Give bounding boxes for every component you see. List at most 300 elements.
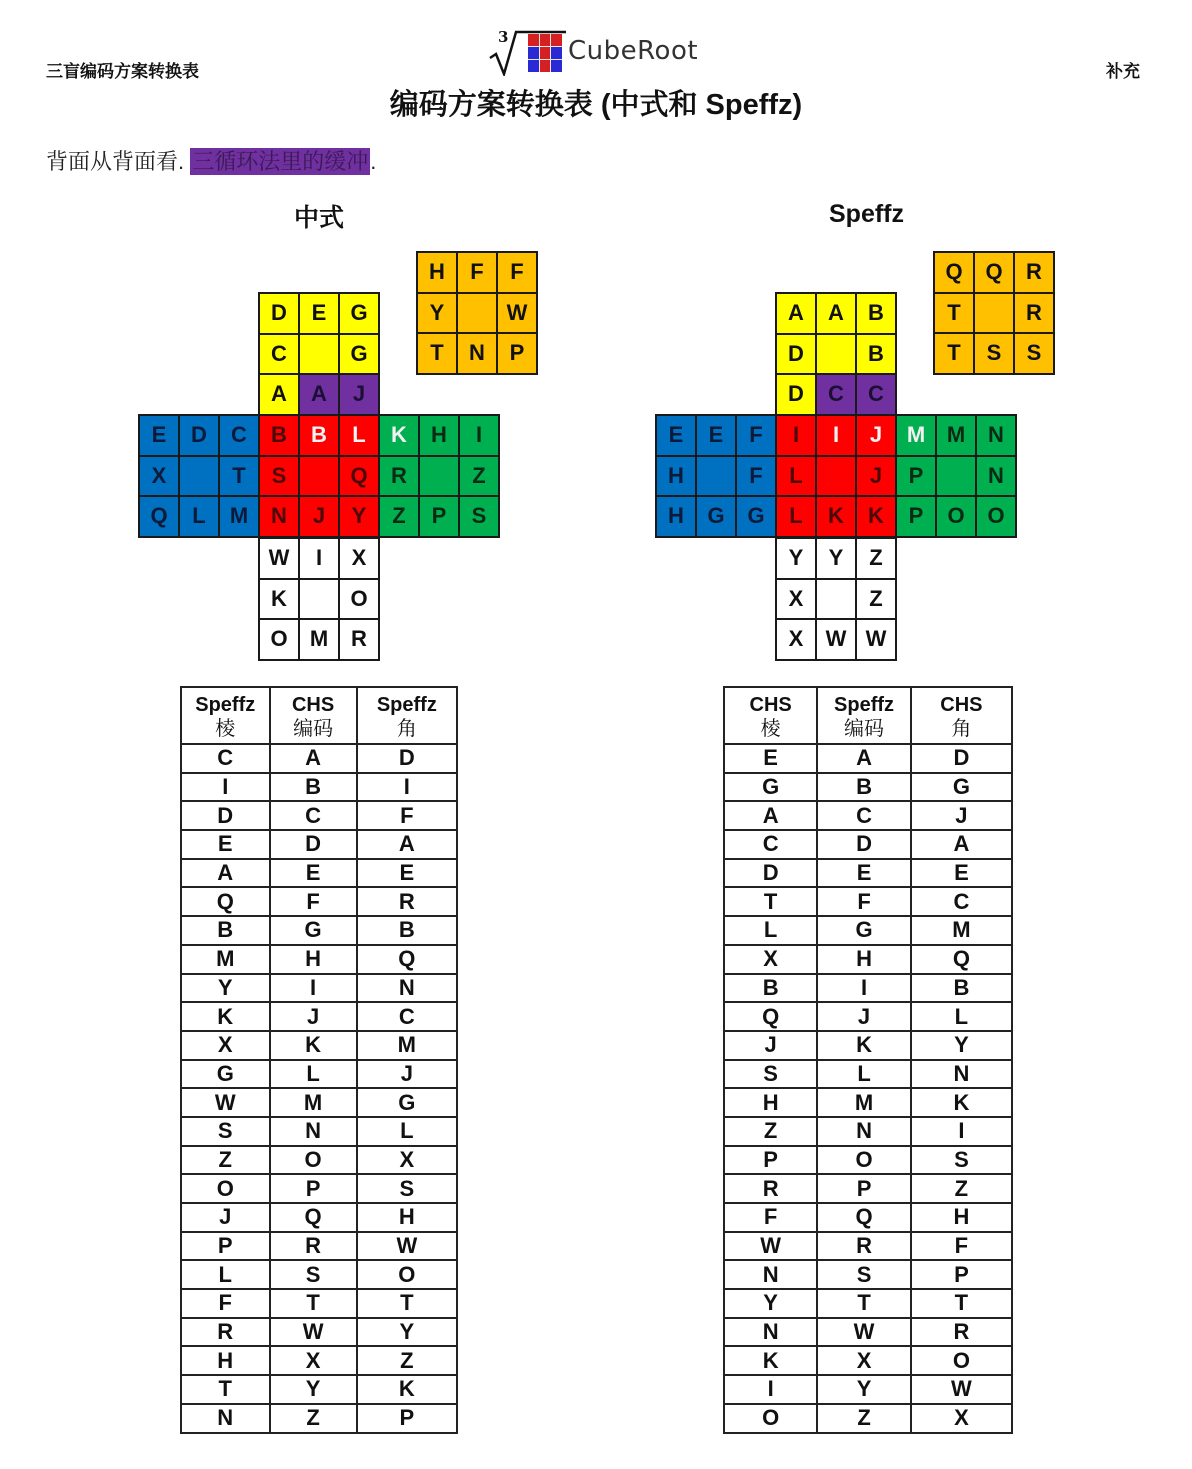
table-cell: S: [181, 1117, 270, 1146]
table-cell: B: [817, 773, 911, 802]
table-cell: N: [817, 1117, 911, 1146]
table-cell: O: [817, 1146, 911, 1175]
sticker-back-4: [457, 293, 497, 334]
table-row: [181, 1318, 457, 1347]
note-suffix: .: [370, 149, 377, 174]
table-cell: W: [270, 1318, 357, 1347]
table-row: [181, 1404, 457, 1433]
table-cell: W: [817, 1318, 911, 1347]
table-cell: K: [911, 1088, 1012, 1117]
sticker-back-6: T: [417, 333, 457, 374]
table-row: [181, 744, 457, 773]
table-row: [181, 1002, 457, 1031]
sticker-right-6: P: [896, 496, 936, 537]
face-down: [258, 537, 380, 661]
sticker-right-1: H: [419, 415, 459, 456]
table-row: [724, 1088, 1012, 1117]
table-cell: K: [270, 1031, 357, 1060]
sticker-up-3: C: [259, 334, 299, 375]
table-cell: A: [357, 830, 457, 859]
table-cell: G: [817, 916, 911, 945]
table-row: [724, 1002, 1012, 1031]
table-cell: S: [724, 1060, 817, 1089]
sticker-front-0: B: [259, 415, 299, 456]
table-row: [181, 1174, 457, 1203]
header-piece-type: 角: [951, 717, 972, 740]
sticker-up-1: E: [299, 293, 339, 334]
sticker-left-7: L: [179, 496, 219, 537]
table-cell: N: [724, 1318, 817, 1347]
sticker-up-4: [299, 334, 339, 375]
table-cell: P: [270, 1174, 357, 1203]
sticker-down-4: [816, 579, 856, 620]
table-cell: K: [817, 1031, 911, 1060]
sticker-left-1: E: [696, 415, 736, 456]
sticker-left-8: M: [219, 496, 259, 537]
table-cell: T: [357, 1289, 457, 1318]
table-cell: Z: [817, 1404, 911, 1433]
brand-name: CubeRoot: [568, 36, 699, 66]
table-cell: G: [911, 773, 1012, 802]
table-cell: R: [724, 1174, 817, 1203]
table-cell: H: [270, 945, 357, 974]
table-cell: M: [911, 916, 1012, 945]
face-up: [775, 292, 897, 416]
column-header: [724, 687, 817, 744]
sticker-front-5: J: [856, 456, 896, 497]
sticker-right-2: I: [459, 415, 499, 456]
cuberoot-logo: [488, 28, 708, 76]
table-cell: B: [357, 916, 457, 945]
face-right: [378, 414, 500, 538]
table-row: [181, 1260, 457, 1289]
table-cell: D: [911, 744, 1012, 773]
table-cell: I: [724, 1375, 817, 1404]
table-cell: K: [357, 1375, 457, 1404]
table-cell: C: [817, 801, 911, 830]
table-cell: Q: [911, 945, 1012, 974]
table-row: [724, 1031, 1012, 1060]
table-row: [181, 1232, 457, 1261]
table-row: [181, 1289, 457, 1318]
table-cell: X: [817, 1346, 911, 1375]
face-right: [895, 414, 1017, 538]
sticker-up-6: D: [776, 374, 816, 415]
sticker-down-8: W: [856, 619, 896, 660]
table-row: [181, 887, 457, 916]
table-row: [724, 773, 1012, 802]
sticker-back-3: T: [934, 293, 974, 334]
rubiks-cube-icon: [528, 34, 562, 72]
column-header: [270, 687, 357, 744]
table-row: [724, 1232, 1012, 1261]
sticker-front-5: Q: [339, 456, 379, 497]
conversion-table-speffz-to-chinese: [723, 686, 1013, 1434]
table-cell: G: [181, 1060, 270, 1089]
sticker-down-0: W: [259, 538, 299, 579]
chinese-scheme-title: 中式: [294, 204, 345, 232]
table-row: [724, 945, 1012, 974]
sticker-down-7: M: [299, 619, 339, 660]
sticker-left-6: H: [656, 496, 696, 537]
table-cell: P: [724, 1146, 817, 1175]
sticker-left-2: C: [219, 415, 259, 456]
table-cell: E: [270, 859, 357, 888]
sticker-front-4: [299, 456, 339, 497]
table-cell: O: [724, 1404, 817, 1433]
sticker-left-4: [179, 456, 219, 497]
header-scheme: CHS: [291, 693, 335, 716]
table-cell: F: [270, 887, 357, 916]
sticker-back-4: [974, 293, 1014, 334]
table-cell: D: [817, 830, 911, 859]
sticker-right-8: S: [459, 496, 499, 537]
table-cell: L: [181, 1260, 270, 1289]
sticker-front-1: I: [816, 415, 856, 456]
table-cell: A: [270, 744, 357, 773]
table-cell: S: [270, 1260, 357, 1289]
sticker-back-7: N: [457, 333, 497, 374]
table-row: [724, 1203, 1012, 1232]
sticker-down-1: Y: [816, 538, 856, 579]
table-cell: T: [817, 1289, 911, 1318]
table-cell: D: [270, 830, 357, 859]
table-cell: E: [911, 859, 1012, 888]
table-row: [724, 887, 1012, 916]
buffer-highlight: 三循环法里的缓冲: [192, 149, 369, 174]
table-cell: Y: [817, 1375, 911, 1404]
sticker-down-5: Z: [856, 579, 896, 620]
table-cell: I: [817, 974, 911, 1003]
sticker-back-1: Q: [974, 252, 1014, 293]
table-cell: Q: [270, 1203, 357, 1232]
table-cell: L: [270, 1060, 357, 1089]
table-cell: R: [357, 887, 457, 916]
sticker-left-5: T: [219, 456, 259, 497]
table-cell: R: [817, 1232, 911, 1261]
table-cell: S: [357, 1174, 457, 1203]
table-cell: Z: [357, 1346, 457, 1375]
table-cell: O: [911, 1346, 1012, 1375]
sticker-up-0: A: [776, 293, 816, 334]
table-cell: O: [357, 1260, 457, 1289]
table-cell: J: [817, 1002, 911, 1031]
sticker-left-0: E: [656, 415, 696, 456]
sticker-back-2: F: [497, 252, 537, 293]
sticker-front-8: Y: [339, 496, 379, 537]
sticker-up-4: [816, 334, 856, 375]
table-cell: T: [911, 1289, 1012, 1318]
column-header: [817, 687, 911, 744]
table-cell: H: [357, 1203, 457, 1232]
sticker-front-6: N: [259, 496, 299, 537]
sticker-back-5: W: [497, 293, 537, 334]
table-cell: I: [911, 1117, 1012, 1146]
sticker-up-8: J: [339, 374, 379, 415]
table-cell: F: [724, 1203, 817, 1232]
table-row: [181, 830, 457, 859]
table-cell: Y: [724, 1289, 817, 1318]
sticker-down-2: Z: [856, 538, 896, 579]
table-cell: X: [357, 1146, 457, 1175]
sticker-back-1: F: [457, 252, 497, 293]
sticker-back-0: Q: [934, 252, 974, 293]
table-cell: P: [181, 1232, 270, 1261]
table-cell: A: [911, 830, 1012, 859]
page-title: 编码方案转换表 (中式和 Speffz): [389, 89, 803, 121]
supplement-label: 补充: [1106, 62, 1140, 81]
table-row: [181, 859, 457, 888]
sticker-left-7: G: [696, 496, 736, 537]
sticker-up-5: B: [856, 334, 896, 375]
table-cell: H: [724, 1088, 817, 1117]
table-cell: H: [181, 1346, 270, 1375]
header-scheme: Speffz: [376, 693, 437, 716]
sticker-up-0: D: [259, 293, 299, 334]
table-cell: C: [357, 1002, 457, 1031]
sticker-right-5: N: [976, 456, 1016, 497]
sticker-up-2: B: [856, 293, 896, 334]
table-cell: F: [181, 1289, 270, 1318]
table-cell: X: [270, 1346, 357, 1375]
table-cell: T: [270, 1289, 357, 1318]
table-cell: B: [181, 916, 270, 945]
table-cell: J: [181, 1203, 270, 1232]
table-row: [724, 1060, 1012, 1089]
table-cell: E: [357, 859, 457, 888]
table-cell: C: [181, 744, 270, 773]
sticker-front-8: K: [856, 496, 896, 537]
sticker-up-2: G: [339, 293, 379, 334]
table-cell: F: [817, 887, 911, 916]
table-row: [724, 916, 1012, 945]
sticker-down-4: [299, 579, 339, 620]
table-cell: Y: [911, 1031, 1012, 1060]
header-scheme: Speffz: [834, 693, 895, 716]
table-cell: M: [817, 1088, 911, 1117]
table-row: [724, 830, 1012, 859]
table-cell: A: [181, 859, 270, 888]
sticker-down-7: W: [816, 619, 856, 660]
sticker-up-7: A: [299, 374, 339, 415]
table-cell: I: [181, 773, 270, 802]
sticker-down-3: K: [259, 579, 299, 620]
table-row: [181, 1146, 457, 1175]
table-cell: B: [270, 773, 357, 802]
table-cell: L: [724, 916, 817, 945]
table-cell: N: [724, 1260, 817, 1289]
table-cell: L: [911, 1002, 1012, 1031]
sticker-down-5: O: [339, 579, 379, 620]
note-text: 背面从背面看.: [46, 149, 185, 174]
sticker-front-7: K: [816, 496, 856, 537]
sticker-right-5: Z: [459, 456, 499, 497]
table-cell: E: [181, 830, 270, 859]
table-cell: F: [357, 801, 457, 830]
sticker-front-1: B: [299, 415, 339, 456]
table-cell: Z: [270, 1404, 357, 1433]
table-cell: B: [911, 974, 1012, 1003]
sticker-down-1: I: [299, 538, 339, 579]
face-up: [258, 292, 380, 416]
sticker-back-2: R: [1014, 252, 1054, 293]
table-row: [724, 1318, 1012, 1347]
face-back: [416, 251, 538, 375]
table-cell: H: [817, 945, 911, 974]
sticker-down-0: Y: [776, 538, 816, 579]
table-cell: X: [911, 1404, 1012, 1433]
table-row: [724, 744, 1012, 773]
table-cell: D: [724, 859, 817, 888]
sticker-down-6: O: [259, 619, 299, 660]
table-cell: N: [270, 1117, 357, 1146]
sticker-right-8: O: [976, 496, 1016, 537]
sticker-back-8: P: [497, 333, 537, 374]
sticker-front-2: J: [856, 415, 896, 456]
sticker-back-0: H: [417, 252, 457, 293]
sticker-right-6: Z: [379, 496, 419, 537]
document-label: 三盲编码方案转换表: [46, 62, 199, 81]
table-row: [181, 974, 457, 1003]
table-cell: I: [357, 773, 457, 802]
sticker-right-7: P: [419, 496, 459, 537]
header-piece-type: 棱: [215, 717, 236, 740]
sticker-left-6: Q: [139, 496, 179, 537]
sticker-up-5: G: [339, 334, 379, 375]
sticker-front-2: L: [339, 415, 379, 456]
face-left: [655, 414, 777, 538]
table-cell: M: [270, 1088, 357, 1117]
table-row: [724, 1375, 1012, 1404]
table-cell: T: [724, 887, 817, 916]
sticker-back-6: T: [934, 333, 974, 374]
table-cell: G: [724, 773, 817, 802]
table-cell: C: [724, 830, 817, 859]
sticker-up-8: C: [856, 374, 896, 415]
table-cell: O: [181, 1174, 270, 1203]
table-cell: D: [181, 801, 270, 830]
column-header: [357, 687, 457, 744]
sticker-front-6: L: [776, 496, 816, 537]
column-header: [911, 687, 1012, 744]
sticker-right-0: M: [896, 415, 936, 456]
sticker-left-0: E: [139, 415, 179, 456]
sticker-right-3: R: [379, 456, 419, 497]
table-cell: Q: [817, 1203, 911, 1232]
sticker-right-2: N: [976, 415, 1016, 456]
table-cell: L: [817, 1060, 911, 1089]
table-row: [724, 1404, 1012, 1433]
table-cell: X: [181, 1031, 270, 1060]
sticker-left-2: F: [736, 415, 776, 456]
table-cell: K: [724, 1346, 817, 1375]
table-cell: W: [911, 1375, 1012, 1404]
sticker-front-4: [816, 456, 856, 497]
sticker-left-5: F: [736, 456, 776, 497]
table-cell: N: [911, 1060, 1012, 1089]
table-cell: K: [181, 1002, 270, 1031]
table-cell: M: [357, 1031, 457, 1060]
table-row: [724, 859, 1012, 888]
table-cell: H: [911, 1203, 1012, 1232]
sticker-left-4: [696, 456, 736, 497]
header-scheme: Speffz: [195, 693, 256, 716]
table-cell: N: [357, 974, 457, 1003]
sticker-down-2: X: [339, 538, 379, 579]
table-cell: S: [911, 1146, 1012, 1175]
sticker-up-7: C: [816, 374, 856, 415]
table-cell: J: [911, 801, 1012, 830]
table-cell: X: [724, 945, 817, 974]
table-cell: R: [181, 1318, 270, 1347]
column-header: [181, 687, 270, 744]
face-down: [775, 537, 897, 661]
speffz-scheme-title: Speffz: [829, 200, 904, 228]
table-cell: D: [357, 744, 457, 773]
table-cell: I: [270, 974, 357, 1003]
table-cell: Y: [270, 1375, 357, 1404]
table-row: [724, 974, 1012, 1003]
table-row: [181, 1346, 457, 1375]
header-piece-type: 编码: [293, 717, 334, 740]
table-cell: Z: [911, 1174, 1012, 1203]
table-row: [724, 1260, 1012, 1289]
face-left: [138, 414, 260, 538]
table-row: [724, 1289, 1012, 1318]
conversion-table-chinese-to-speffz: [180, 686, 458, 1434]
table-cell: P: [817, 1174, 911, 1203]
sticker-up-3: D: [776, 334, 816, 375]
table-row: [181, 916, 457, 945]
sticker-back-7: S: [974, 333, 1014, 374]
table-cell: W: [724, 1232, 817, 1261]
table-cell: E: [724, 744, 817, 773]
face-front: [258, 414, 380, 538]
table-cell: Q: [724, 1002, 817, 1031]
sticker-right-0: K: [379, 415, 419, 456]
root-index: 3: [498, 28, 509, 46]
sticker-back-5: R: [1014, 293, 1054, 334]
table-cell: N: [181, 1404, 270, 1433]
table-row: [181, 945, 457, 974]
table-cell: O: [270, 1146, 357, 1175]
table-cell: Z: [181, 1146, 270, 1175]
table-row: [181, 1117, 457, 1146]
table-cell: G: [357, 1088, 457, 1117]
face-front: [775, 414, 897, 538]
table-cell: C: [270, 801, 357, 830]
sticker-front-7: J: [299, 496, 339, 537]
table-row: [724, 1117, 1012, 1146]
orientation-note: [46, 145, 376, 176]
table-row: [181, 1203, 457, 1232]
table-cell: G: [270, 916, 357, 945]
header-scheme: CHS: [940, 693, 983, 716]
table-cell: F: [911, 1232, 1012, 1261]
sticker-back-8: S: [1014, 333, 1054, 374]
table-cell: J: [357, 1060, 457, 1089]
face-back: [933, 251, 1055, 375]
sticker-up-1: A: [816, 293, 856, 334]
sticker-front-0: I: [776, 415, 816, 456]
table-cell: C: [911, 887, 1012, 916]
header-scheme: CHS: [749, 693, 792, 716]
header-piece-type: 编码: [844, 717, 885, 740]
sticker-front-3: L: [776, 456, 816, 497]
table-cell: J: [270, 1002, 357, 1031]
sticker-right-3: P: [896, 456, 936, 497]
table-cell: J: [724, 1031, 817, 1060]
